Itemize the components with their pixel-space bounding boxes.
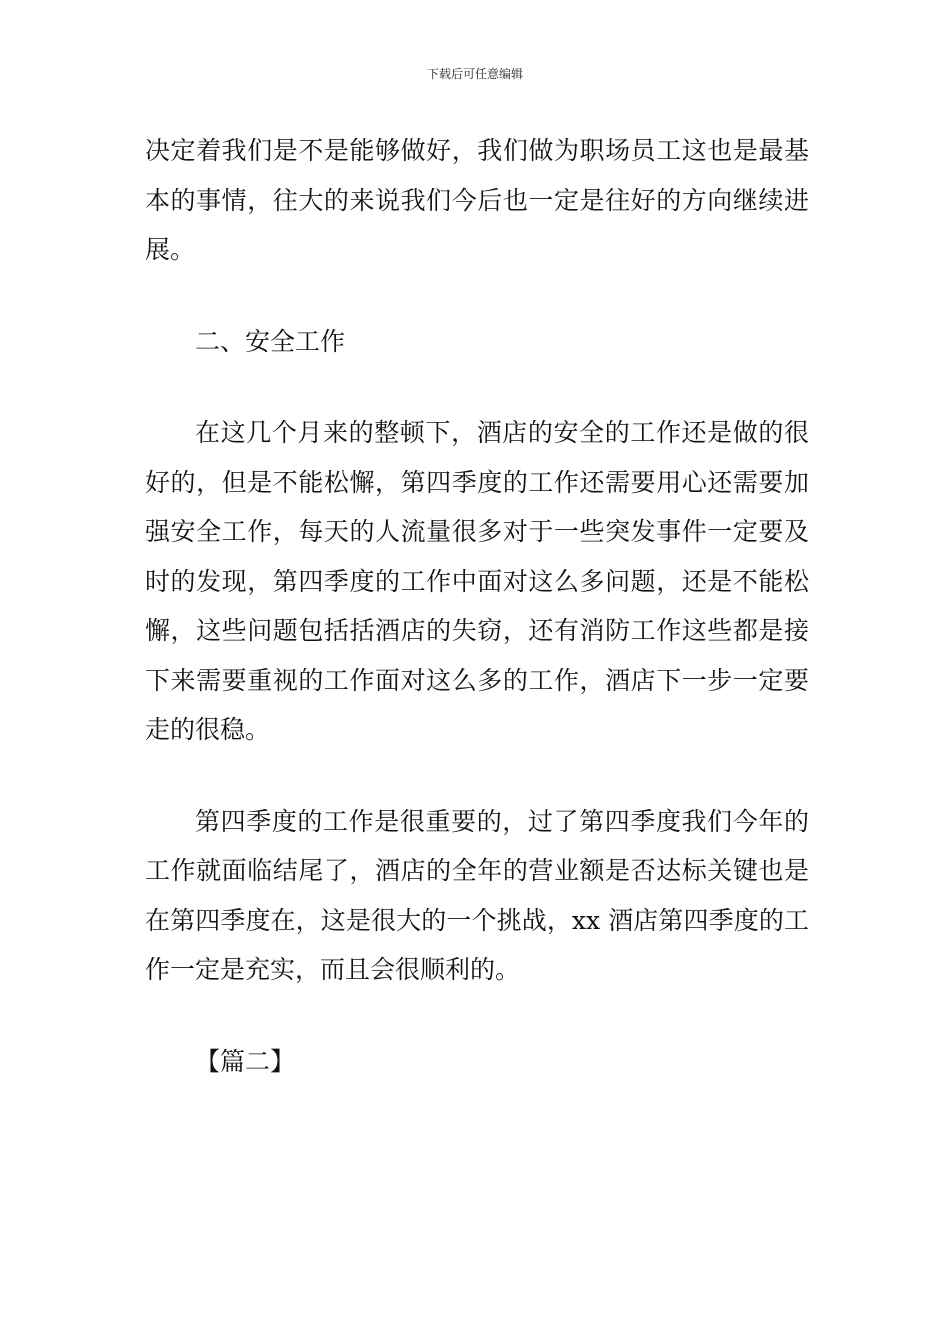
page-header: 下载后可任意编辑 [426, 67, 523, 81]
document-body [145, 126, 809, 1086]
paragraph-1: 决定着我们是不是能够做好，我们做为职场员工这也是最基本的事情，往大的来说我们今后也一定是往好的方向继续进展。 [145, 136, 809, 264]
section-heading-part2: 【篇二】 [195, 1046, 296, 1076]
section-heading-safety: 二、安全工作 [195, 326, 346, 356]
paragraph-3: 第四季度的工作是很重要的，过了第四季度我们今年的工作就面临结尾了，酒店的全年的营业额是否达标关键也是在第四季度在，这是很大的一个挑战，xx 酒店第四季度的工作一定是充实，而且会很顺利的。 [145, 806, 809, 984]
paragraph-2: 在这几个月来的整顿下，酒店的安全的工作还是做的很好的，但是不能松懈，第四季度的工作还需要用心还需要加强安全工作，每天的人流量很多对于一些突发事件一定要及时的发现，第四季度的工作中面对这么多问题，还是不能松懈，这些问题包括括酒店的失窃，还有消防工作这些都是接下来需要重视的工作面对这么多的工作，酒店下一步一定要走的很稳。 [145, 418, 809, 744]
